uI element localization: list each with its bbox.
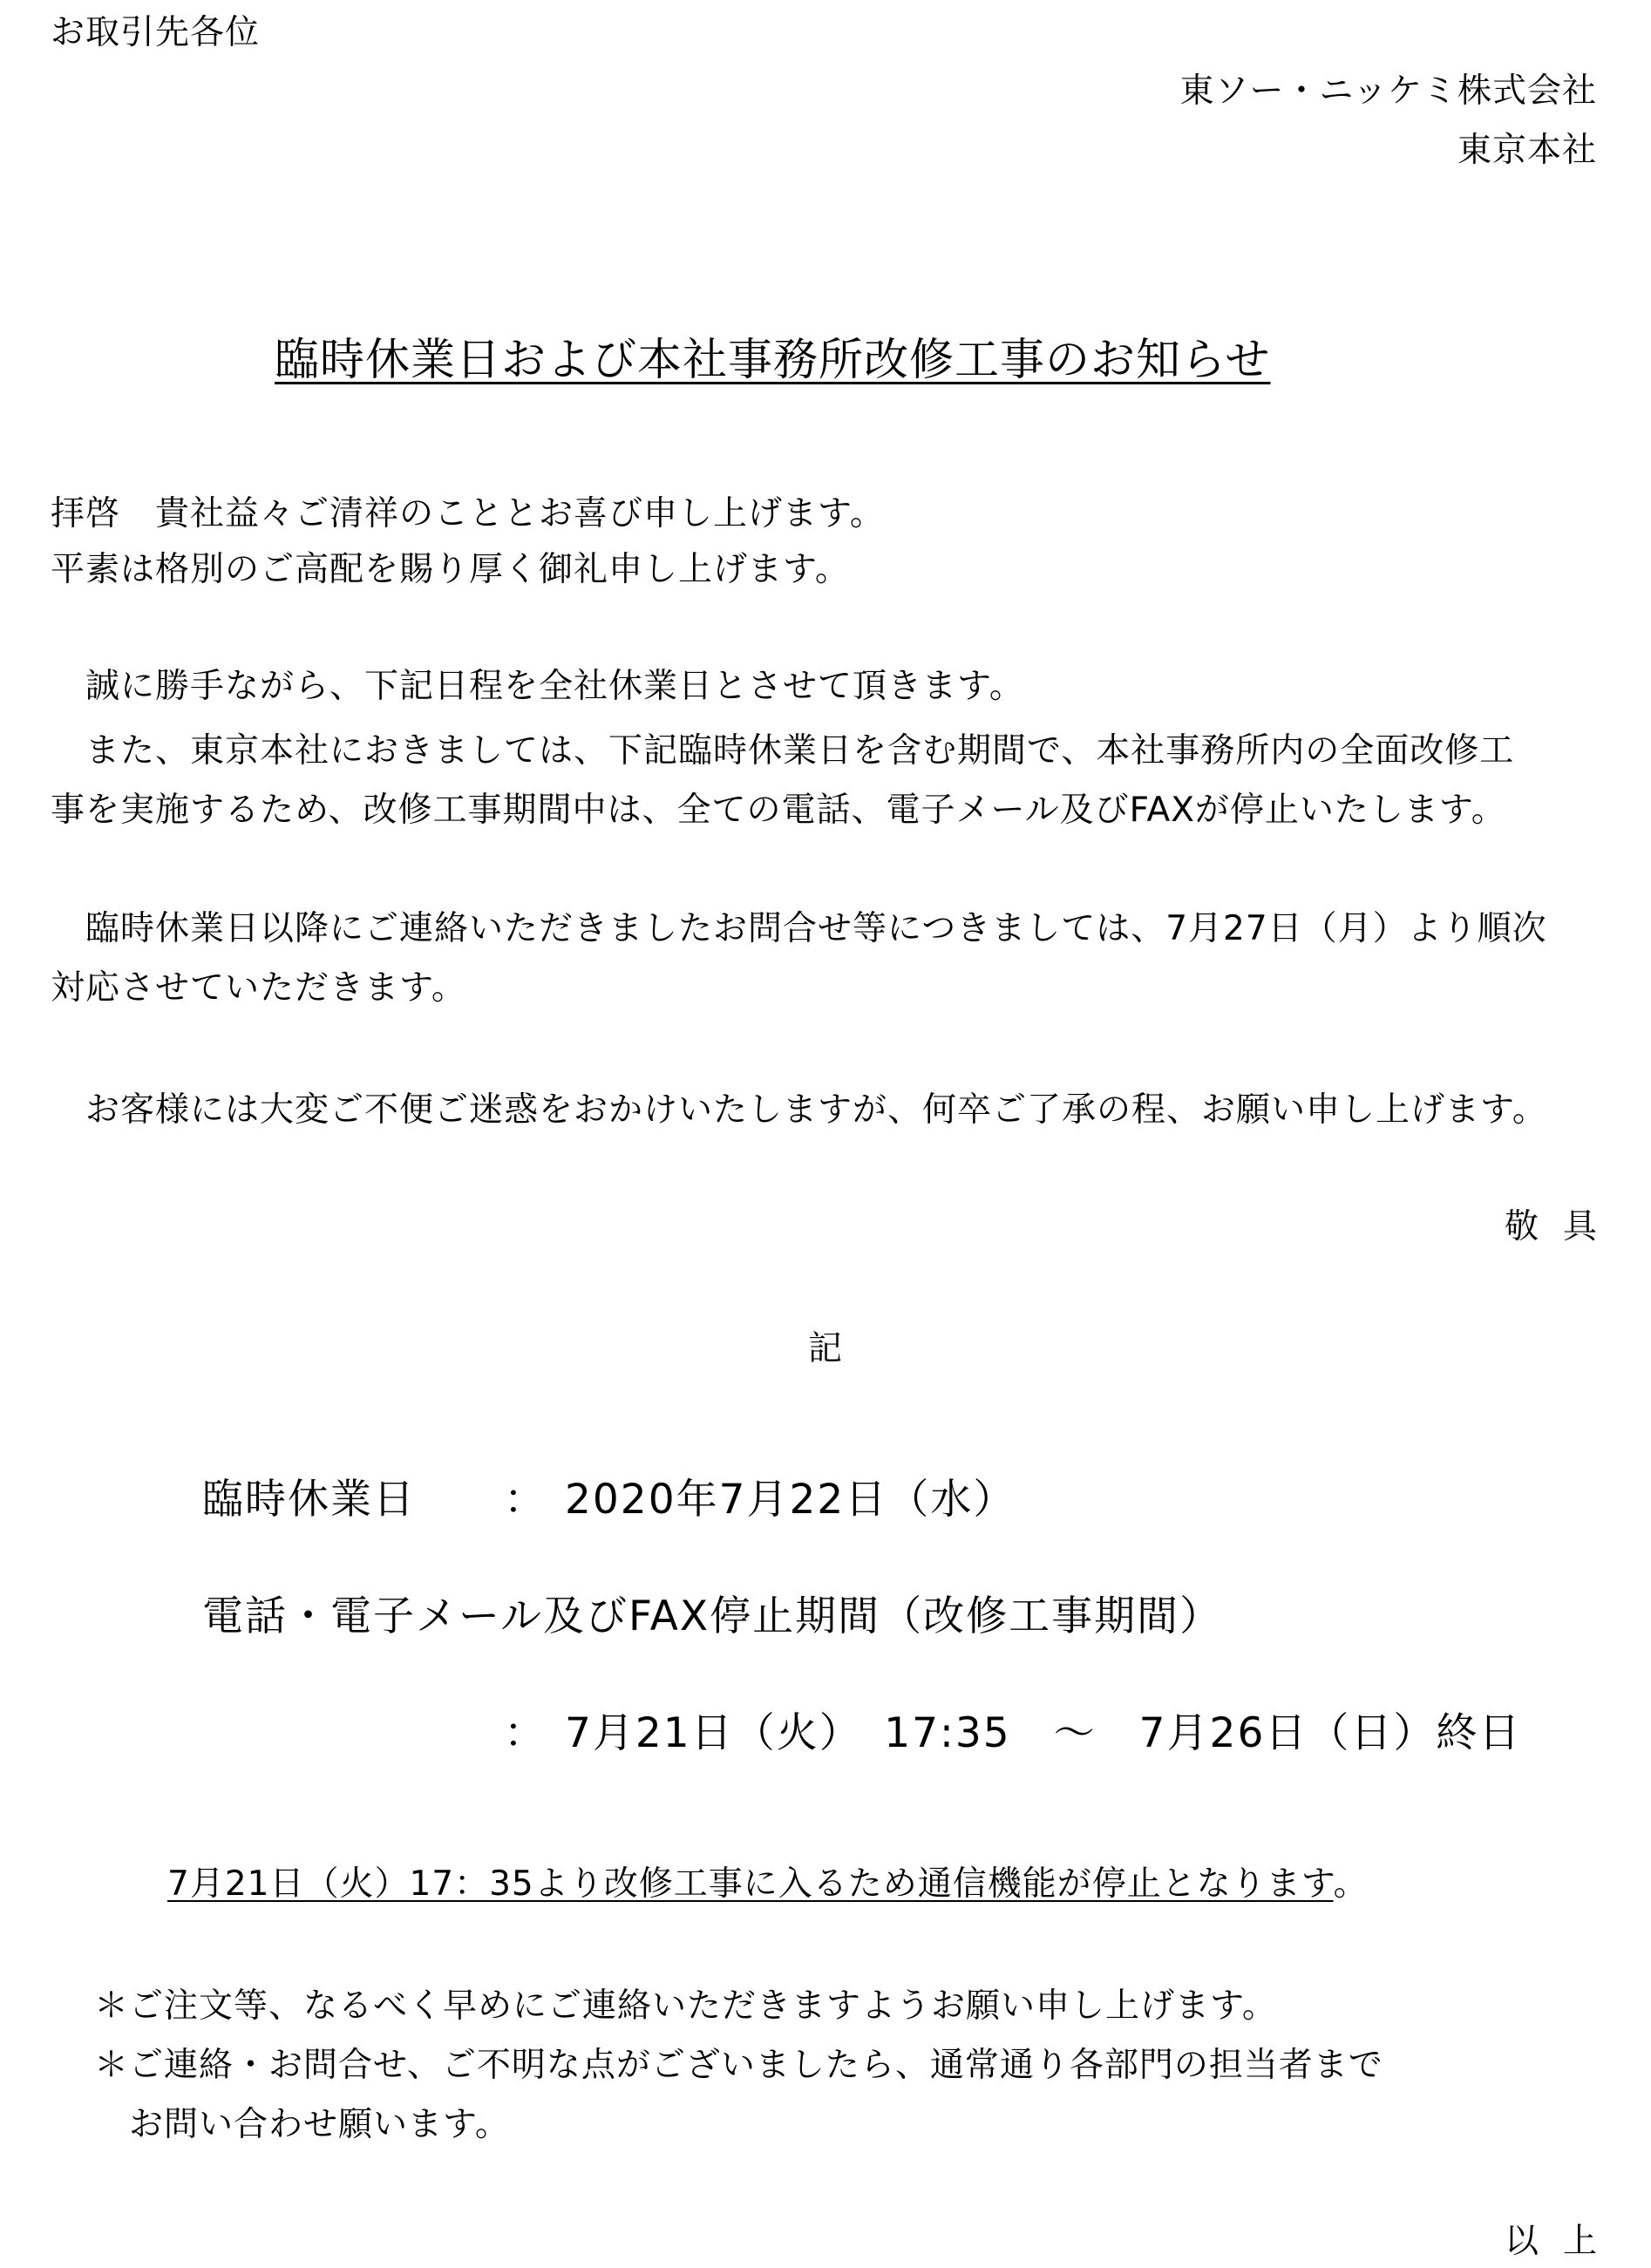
paragraph1-line-3: 事を実施するため、改修工事期間中は、全ての電話、電子メール及びFAXが停止いたします。 [51,791,1506,830]
bullet-1: ＊ご注文等、なるべく早めにご連絡いただきますようお願い申し上げます。 [94,1986,1277,2026]
sender-company: 東ソー・ニッケミ株式会社 [1179,71,1597,111]
closing: 敬具 [1504,1207,1621,1246]
stop-period-value: 7月21日（火） 17:35 ～ 7月26日（日）終日 [565,1709,1522,1757]
bullet-2-continued: お問い合わせ願います。 [94,2105,510,2144]
paragraph1-line-1: 誠に勝手ながら、下記日程を全社休業日とさせて頂きます。 [51,667,1024,706]
stop-period-colon: ： [504,1709,547,1757]
end-mark: 以上 [1504,2222,1621,2261]
bullet-2: ＊ご連絡・お問合せ、ご不明な点がございましたら、通常通り各部門の担当者まで [94,2046,1383,2085]
note [167,1864,1369,1904]
note-underlined: 7月21日（火）17：35より改修工事に入るため通信機能が停止となります [167,1864,1334,1904]
paragraph3: お客様には大変ご不便ご迷惑をおかけいたしますが、何卒ご了承の程、お願い申し上げます。 [51,1090,1547,1130]
holiday-value: 2020年7月22日（水） [565,1476,1016,1524]
page-title: 臨時休業日および本社事務所改修工事のお知らせ [275,335,1271,386]
sender-office: 東京本社 [1457,131,1597,170]
paragraph2-line-2: 対応させていただきます。 [51,968,466,1008]
paragraph1-line-2: また、東京本社におきましては、下記臨時休業日を含む期間で、本社事務所内の全面改修工 [51,731,1515,771]
note-period: 。 [1333,1864,1369,1904]
recipient: お取引先各位 [51,13,261,52]
stop-period-label: 電話・電子メール及びFAX停止期間（改修工事期間） [202,1592,1223,1640]
holiday-label: 臨時休業日 [202,1476,416,1524]
greeting-line-1: 拝啓 貴社益々ご清祥のこととお喜び申し上げます。 [51,494,885,533]
holiday-colon: ： [504,1476,547,1524]
greeting-line-2: 平素は格別のご高配を賜り厚く御礼申し上げます。 [51,550,850,589]
ki-heading: 記 [808,1329,844,1368]
paragraph2-line-1: 臨時休業日以降にご連絡いただきましたお問合せ等につきましては、7月27日（月）より順次 [51,909,1547,948]
